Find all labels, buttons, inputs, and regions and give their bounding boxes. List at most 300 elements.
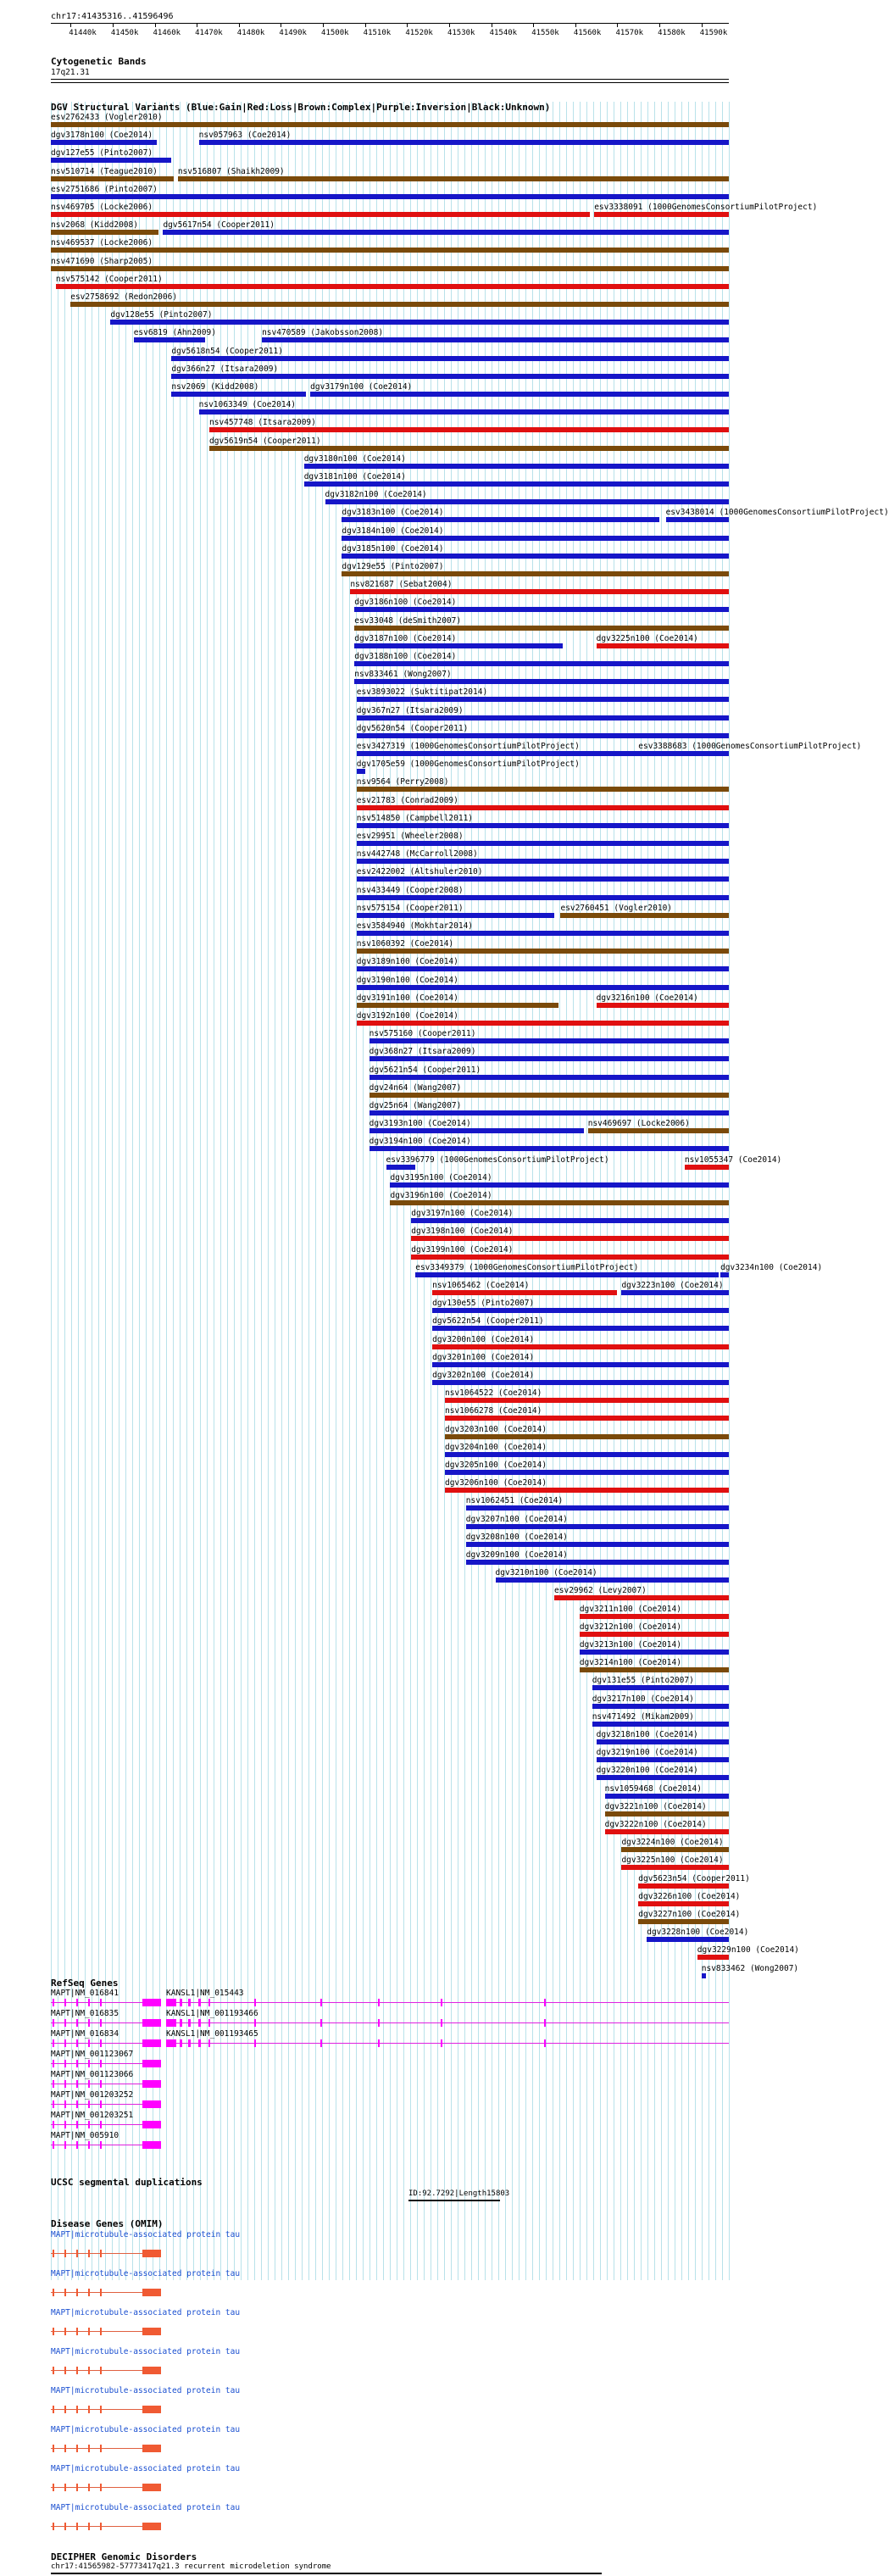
variant-bar[interactable]: [369, 1056, 729, 1061]
disease-gene-exon[interactable]: [64, 2445, 66, 2452]
gene-exon[interactable]: [320, 1999, 322, 2006]
variant-bar[interactable]: [51, 140, 157, 145]
variant-bar[interactable]: [597, 1739, 729, 1744]
variant-bar[interactable]: [605, 1811, 729, 1817]
gene-exon[interactable]: [100, 1999, 102, 2006]
variant-bar[interactable]: [390, 1182, 729, 1188]
disease-gene-exon[interactable]: [88, 2406, 90, 2413]
variant-bar[interactable]: [432, 1362, 729, 1367]
variant-bar[interactable]: [357, 931, 729, 936]
variant-label: dgv3234n100 (Coe2014): [720, 1262, 823, 1272]
gene-exon[interactable]: [100, 2039, 102, 2047]
disease-gene-exon[interactable]: [100, 2328, 102, 2335]
variant-bar[interactable]: [621, 1865, 729, 1870]
variant-bar[interactable]: [354, 661, 729, 666]
variant-bar[interactable]: [357, 1021, 729, 1026]
variant-bar[interactable]: [209, 427, 729, 432]
variant-label: esv3893022 (Suktitipat2014): [356, 687, 488, 698]
variant-bar[interactable]: [580, 1667, 729, 1672]
variant-label: dgv3221n100 (Coe2014): [604, 1801, 707, 1811]
variant-bar[interactable]: [171, 374, 729, 379]
disease-gene-exon[interactable]: [53, 2250, 54, 2257]
variant-bar[interactable]: [357, 985, 729, 990]
disease-gene-exon[interactable]: [88, 2484, 90, 2491]
variant-bar[interactable]: [647, 1937, 729, 1942]
variant-bar[interactable]: [357, 769, 365, 774]
variant-label: dgv3181n100 (Coe2014): [303, 472, 406, 481]
variant-bar[interactable]: [386, 1165, 416, 1170]
disease-gene-exon[interactable]: [88, 2328, 90, 2335]
variant-bar[interactable]: [369, 1110, 729, 1116]
gene-exon[interactable]: [378, 2019, 380, 2027]
disease-gene-exon[interactable]: [88, 2367, 90, 2374]
variant-label: dgv3191n100 (Coe2014): [356, 993, 458, 1003]
variant-bar[interactable]: [51, 122, 729, 127]
variant-label: dgv3224n100 (Coe2014): [621, 1838, 724, 1848]
decipher-bar[interactable]: [51, 2573, 602, 2574]
variant-bar[interactable]: [466, 1542, 729, 1547]
variant-bar[interactable]: [390, 1200, 729, 1205]
disease-gene-exon[interactable]: [64, 2406, 66, 2413]
disease-gene-exon[interactable]: [100, 2289, 102, 2296]
variant-label: nsv833462 (Wong2007): [701, 1963, 799, 1973]
variant-bar[interactable]: [466, 1505, 729, 1511]
gene-exon[interactable]: [188, 2019, 191, 2027]
disease-gene-exon[interactable]: [76, 2367, 78, 2374]
variant-bar[interactable]: [621, 1847, 729, 1852]
disease-gene-link[interactable]: MAPT|microtubule-associated protein tau: [51, 2503, 241, 2512]
variant-bar[interactable]: [432, 1380, 729, 1385]
gene-exon[interactable]: [142, 2141, 161, 2149]
variant-bar[interactable]: [369, 1093, 729, 1098]
variant-bar[interactable]: [357, 1003, 558, 1008]
variant-bar[interactable]: [580, 1650, 729, 1655]
gene-exon[interactable]: [53, 2039, 54, 2047]
gene-exon[interactable]: [142, 2080, 161, 2088]
variant-bar[interactable]: [350, 589, 729, 594]
variant-bar[interactable]: [432, 1344, 729, 1349]
gene-exon[interactable]: [198, 2019, 201, 2027]
gene-label: MAPT|NM_001123067: [51, 2050, 134, 2059]
variant-label: nsv514850 (Campbell2011): [356, 813, 474, 823]
gene-exon[interactable]: [64, 2100, 66, 2108]
disease-gene-exon[interactable]: [53, 2523, 54, 2530]
gene-exon[interactable]: [76, 2100, 78, 2108]
disease-gene-exon[interactable]: [76, 2289, 78, 2296]
variant-bar[interactable]: [310, 392, 729, 397]
gene-exon[interactable]: [76, 2141, 78, 2149]
variant-bar[interactable]: [134, 337, 205, 342]
variant-bar[interactable]: [354, 626, 729, 631]
gene-exon[interactable]: [88, 2141, 90, 2149]
variant-bar[interactable]: [357, 876, 729, 882]
variant-bar[interactable]: [304, 481, 729, 487]
gene-exon[interactable]: [188, 2039, 191, 2047]
disease-gene-exon[interactable]: [53, 2289, 54, 2296]
variant-bar[interactable]: [638, 1919, 729, 1924]
disease-gene-link[interactable]: MAPT|microtubule-associated protein tau: [51, 2308, 241, 2317]
gene-exon[interactable]: [76, 2080, 78, 2088]
variant-label: dgv3203n100 (Coe2014): [444, 1424, 547, 1434]
disease-gene-exon[interactable]: [100, 2445, 102, 2452]
variant-bar[interactable]: [445, 1434, 729, 1439]
variant-bar[interactable]: [199, 409, 729, 414]
variant-bar[interactable]: [597, 1003, 729, 1008]
variant-bar[interactable]: [163, 230, 729, 235]
variant-bar[interactable]: [357, 787, 729, 792]
disease-gene-exon[interactable]: [88, 2289, 90, 2296]
gene-exon[interactable]: [88, 2121, 90, 2128]
variant-label: dgv3188n100 (Coe2014): [354, 652, 457, 661]
gene-exon[interactable]: [180, 1999, 182, 2006]
disease-gene-exon[interactable]: [88, 2523, 90, 2530]
variant-bar[interactable]: [445, 1488, 729, 1493]
gene-exon[interactable]: [100, 2060, 102, 2067]
variant-bar[interactable]: [51, 212, 590, 217]
variant-bar[interactable]: [697, 1955, 729, 1960]
variant-label: dgv3197n100 (Coe2014): [411, 1209, 514, 1219]
gene-label: MAPT|NM_001203251: [51, 2111, 134, 2120]
gene-exon[interactable]: [100, 2141, 102, 2149]
variant-bar[interactable]: [445, 1452, 729, 1457]
gene-exon[interactable]: [64, 2080, 66, 2088]
gene-exon[interactable]: [208, 2039, 210, 2047]
disease-gene-exon[interactable]: [76, 2406, 78, 2413]
variant-bar[interactable]: [357, 841, 729, 846]
gene-exon[interactable]: [88, 2100, 90, 2108]
variant-bar[interactable]: [702, 1973, 706, 1978]
variant-bar[interactable]: [342, 554, 729, 559]
gene-exon[interactable]: [76, 1999, 78, 2006]
gene-exon[interactable]: [64, 2060, 66, 2067]
disease-gene-link[interactable]: MAPT|microtubule-associated protein tau: [51, 2347, 241, 2356]
gene-exon[interactable]: [76, 2039, 78, 2047]
variant-bar[interactable]: [262, 337, 729, 342]
gene-exon[interactable]: [53, 2019, 54, 2027]
gene-exon[interactable]: [142, 1999, 161, 2006]
gene-exon[interactable]: [53, 2100, 54, 2108]
variant-bar[interactable]: [369, 1075, 729, 1080]
gene-exon[interactable]: [254, 2039, 256, 2047]
gene-exon[interactable]: [88, 2019, 90, 2027]
gene-exon[interactable]: [88, 2080, 90, 2088]
gene-exon[interactable]: [64, 2121, 66, 2128]
gene-exon[interactable]: [76, 2121, 78, 2128]
variant-label: esv6819 (Ahn2009): [133, 328, 216, 338]
disease-gene-exon[interactable]: [100, 2250, 102, 2257]
variant-label: dgv3216n100 (Coe2014): [596, 993, 698, 1003]
variant-bar[interactable]: [597, 1757, 729, 1762]
variant-bar[interactable]: [580, 1632, 729, 1637]
variant-bar[interactable]: [357, 715, 729, 721]
segdup-bar[interactable]: [408, 2200, 500, 2201]
variant-bar[interactable]: [357, 697, 729, 702]
gene-exon[interactable]: [441, 1999, 442, 2006]
variant-bar[interactable]: [432, 1308, 729, 1313]
variant-bar[interactable]: [369, 1128, 584, 1133]
disease-gene-link[interactable]: MAPT|microtubule-associated protein tau: [51, 2464, 241, 2473]
variant-bar[interactable]: [354, 643, 563, 648]
variant-bar[interactable]: [466, 1524, 729, 1529]
variant-bar[interactable]: [357, 733, 729, 738]
variant-bar[interactable]: [605, 1829, 729, 1834]
disease-gene-exon[interactable]: [142, 2328, 161, 2335]
variant-bar[interactable]: [369, 1038, 729, 1043]
gene-exon[interactable]: [88, 1999, 90, 2006]
variant-bar[interactable]: [415, 1272, 718, 1277]
variant-bar[interactable]: [51, 158, 171, 163]
disease-gene-exon[interactable]: [88, 2445, 90, 2452]
variant-bar[interactable]: [110, 320, 729, 325]
gene-exon[interactable]: [198, 2039, 201, 2047]
variant-bar[interactable]: [51, 248, 729, 253]
variant-bar[interactable]: [354, 607, 729, 612]
disease-gene-exon[interactable]: [142, 2289, 161, 2296]
variant-label: nsv471690 (Sharp2005): [51, 256, 153, 266]
variant-bar[interactable]: [357, 751, 729, 756]
variant-label: dgv3183n100 (Coe2014): [342, 508, 444, 518]
variant-label: dgv128e55 (Pinto2007): [110, 310, 213, 320]
gene-exon[interactable]: [441, 2039, 442, 2047]
disease-gene-exon[interactable]: [142, 2367, 161, 2374]
disease-gene-exon[interactable]: [76, 2328, 78, 2335]
disease-gene-exon[interactable]: [142, 2484, 161, 2491]
disease-gene-exon[interactable]: [53, 2406, 54, 2413]
variant-bar[interactable]: [342, 571, 729, 576]
gene-exon[interactable]: [64, 2141, 66, 2149]
variant-label: nsv516807 (Shaikh2009): [177, 166, 285, 176]
disease-gene-exon[interactable]: [64, 2367, 66, 2374]
disease-gene-exon[interactable]: [142, 2523, 161, 2530]
disease-gene-exon[interactable]: [64, 2484, 66, 2491]
variant-bar[interactable]: [209, 446, 729, 451]
gene-exon[interactable]: [188, 1999, 191, 2006]
gene-exon[interactable]: [88, 2060, 90, 2067]
gene-exon[interactable]: [100, 2121, 102, 2128]
variant-bar[interactable]: [445, 1470, 729, 1475]
disease-gene-exon[interactable]: [64, 2289, 66, 2296]
gene-exon[interactable]: [320, 2019, 322, 2027]
variant-bar[interactable]: [597, 643, 729, 648]
gene-exon[interactable]: [208, 2019, 210, 2027]
disease-gene-exon[interactable]: [53, 2484, 54, 2491]
variant-bar[interactable]: [554, 1595, 729, 1600]
disease-gene-exon[interactable]: [100, 2484, 102, 2491]
variant-bar[interactable]: [357, 949, 729, 954]
variant-bar[interactable]: [592, 1685, 729, 1690]
gene-exon[interactable]: [441, 2019, 442, 2027]
gene-exon[interactable]: [180, 2039, 182, 2047]
gene-exon[interactable]: [254, 2019, 256, 2027]
gene-exon[interactable]: [142, 2100, 161, 2108]
variant-bar[interactable]: [605, 1794, 729, 1799]
gene-exon[interactable]: [544, 1999, 546, 2006]
gene-exon[interactable]: [166, 2019, 176, 2027]
variant-bar[interactable]: [51, 266, 729, 271]
gene-exon[interactable]: [180, 2019, 182, 2027]
gene-exon[interactable]: [166, 1999, 176, 2006]
gene-exon[interactable]: [544, 2019, 546, 2027]
variant-bar[interactable]: [432, 1326, 729, 1331]
gene-exon[interactable]: [100, 2100, 102, 2108]
variant-bar[interactable]: [411, 1218, 729, 1223]
variant-bar[interactable]: [171, 356, 729, 361]
variant-bar[interactable]: [597, 1775, 729, 1780]
variant-bar[interactable]: [70, 302, 729, 307]
variant-label: nsv510714 (Teague2010): [51, 166, 158, 176]
gene-exon[interactable]: [378, 2039, 380, 2047]
variant-bar[interactable]: [638, 751, 647, 756]
disease-gene-exon[interactable]: [76, 2523, 78, 2530]
gene-exon[interactable]: [64, 2019, 66, 2027]
gene-exon[interactable]: [142, 2121, 161, 2128]
variant-label: dgv3202n100 (Coe2014): [432, 1371, 535, 1380]
gene-label: MAPT|NM_001203252: [51, 2090, 134, 2100]
disease-gene-exon[interactable]: [76, 2484, 78, 2491]
variant-bar[interactable]: [171, 392, 306, 397]
gene-exon[interactable]: [378, 1999, 380, 2006]
disease-gene-exon[interactable]: [142, 2250, 161, 2257]
disease-gene-exon[interactable]: [53, 2367, 54, 2374]
disease-gene-link[interactable]: MAPT|microtubule-associated protein tau: [51, 2269, 241, 2278]
variant-label: dgv3178n100 (Coe2014): [51, 131, 153, 141]
gene-exon[interactable]: [142, 2019, 161, 2027]
disease-gene-exon[interactable]: [100, 2367, 102, 2374]
gene-exon[interactable]: [100, 2019, 102, 2027]
variant-bar[interactable]: [357, 859, 729, 864]
ruler-tick-label: 41470k: [195, 29, 223, 37]
variant-label: dgv3219n100 (Coe2014): [596, 1748, 698, 1758]
gene-exon[interactable]: [142, 2060, 161, 2067]
variant-bar[interactable]: [592, 1704, 729, 1709]
variant-label: nsv1059468 (Coe2014): [604, 1783, 702, 1794]
gene-exon[interactable]: [254, 1999, 256, 2006]
gene-exon[interactable]: [64, 2039, 66, 2047]
disease-gene-link[interactable]: MAPT|microtubule-associated protein tau: [51, 2425, 241, 2434]
variant-bar[interactable]: [369, 1146, 729, 1151]
gene-exon[interactable]: [76, 2019, 78, 2027]
variant-bar[interactable]: [592, 1722, 729, 1727]
disease-gene-link[interactable]: MAPT|microtubule-associated protein tau: [51, 2230, 241, 2239]
variant-bar[interactable]: [638, 1901, 729, 1906]
variant-bar[interactable]: [325, 499, 729, 504]
gene-exon[interactable]: [100, 2080, 102, 2088]
variant-bar[interactable]: [357, 966, 729, 971]
variant-bar[interactable]: [199, 140, 729, 145]
variant-label: dgv5622n54 (Cooper2011): [432, 1316, 544, 1327]
variant-bar[interactable]: [411, 1255, 729, 1260]
disease-gene-exon[interactable]: [53, 2445, 54, 2452]
variant-label: dgv3205n100 (Coe2014): [444, 1460, 547, 1470]
variant-label: dgv3229n100 (Coe2014): [697, 1945, 799, 1956]
variant-label: esv2422002 (Altshuler2010): [356, 867, 483, 877]
variant-bar[interactable]: [354, 679, 729, 684]
disease-gene-link[interactable]: MAPT|microtubule-associated protein tau: [51, 2386, 241, 2395]
variant-bar[interactable]: [445, 1416, 729, 1421]
variant-label: dgv3213n100 (Coe2014): [579, 1640, 681, 1650]
variant-label: nsv2069 (Kidd2008): [171, 382, 259, 392]
variant-bar[interactable]: [588, 1128, 729, 1133]
variant-label: dgv5619n54 (Cooper2011): [209, 436, 321, 446]
variant-bar[interactable]: [357, 805, 729, 810]
variant-bar[interactable]: [560, 913, 729, 918]
gene-exon[interactable]: [53, 2141, 54, 2149]
gene-label: MAPT|NM_016834: [51, 2029, 119, 2039]
variant-bar[interactable]: [432, 1290, 617, 1295]
gene-exon[interactable]: [53, 2060, 54, 2067]
disease-gene-exon[interactable]: [53, 2328, 54, 2335]
variant-label: dgv3180n100 (Coe2014): [303, 453, 406, 464]
variant-bar[interactable]: [638, 1883, 729, 1889]
variant-label: nsv1063349 (Coe2014): [198, 400, 297, 410]
gene-exon[interactable]: [53, 2121, 54, 2128]
disease-gene-exon[interactable]: [76, 2250, 78, 2257]
gene-exon[interactable]: [320, 2039, 322, 2047]
disease-gene-exon[interactable]: [64, 2250, 66, 2257]
disease-gene-exon[interactable]: [100, 2406, 102, 2413]
variant-label: dgv3185n100 (Coe2014): [342, 543, 444, 554]
variant-bar[interactable]: [445, 1398, 729, 1403]
disease-gene-exon[interactable]: [142, 2406, 161, 2413]
variant-bar[interactable]: [580, 1614, 729, 1619]
variant-label: nsv457748 (Itsara2009): [209, 418, 316, 428]
gene-exon[interactable]: [544, 2039, 546, 2047]
variant-bar[interactable]: [720, 1272, 729, 1277]
variant-bar[interactable]: [51, 176, 174, 181]
variant-bar[interactable]: [621, 1290, 729, 1295]
gene-exon[interactable]: [208, 1999, 210, 2006]
variant-bar[interactable]: [466, 1560, 729, 1565]
variant-bar[interactable]: [666, 517, 729, 522]
variant-label: esv33048 (deSmith2007): [354, 615, 462, 626]
gene-exon[interactable]: [198, 1999, 201, 2006]
variant-bar[interactable]: [342, 536, 729, 541]
disease-gene-exon[interactable]: [64, 2523, 66, 2530]
variant-bar[interactable]: [594, 212, 729, 217]
variant-label: dgv3212n100 (Coe2014): [579, 1622, 681, 1632]
disease-gene-exon[interactable]: [88, 2250, 90, 2257]
gene-label: MAPT|NM_005910: [51, 2131, 119, 2140]
variant-bar[interactable]: [51, 230, 158, 235]
variant-bar[interactable]: [357, 823, 729, 828]
gene-exon[interactable]: [88, 2039, 90, 2047]
variant-bar[interactable]: [178, 176, 729, 181]
gene-exon[interactable]: [166, 2039, 176, 2047]
variant-bar[interactable]: [357, 913, 554, 918]
variant-bar[interactable]: [304, 464, 729, 469]
variant-bar[interactable]: [411, 1236, 729, 1241]
variant-bar[interactable]: [685, 1165, 729, 1170]
gene-exon[interactable]: [76, 2060, 78, 2067]
variant-label: nsv057963 (Coe2014): [198, 131, 292, 141]
variant-bar[interactable]: [496, 1577, 729, 1583]
variant-bar[interactable]: [51, 194, 729, 199]
variant-bar[interactable]: [357, 895, 729, 900]
disease-gene-exon[interactable]: [100, 2523, 102, 2530]
gene-exon[interactable]: [53, 2080, 54, 2088]
variant-label: esv3396779 (1000GenomesConsortiumPilotProject): [386, 1154, 609, 1165]
disease-gene-exon[interactable]: [76, 2445, 78, 2452]
gene-exon[interactable]: [142, 2039, 161, 2047]
refseq-section-title: RefSeq Genes: [51, 1978, 119, 1989]
variant-bar[interactable]: [56, 284, 729, 289]
gene-exon[interactable]: [53, 1999, 54, 2006]
disease-gene-exon[interactable]: [142, 2445, 161, 2452]
gene-exon[interactable]: [64, 1999, 66, 2006]
variant-bar[interactable]: [342, 517, 659, 522]
disease-gene-exon[interactable]: [64, 2328, 66, 2335]
variant-label: dgv367n27 (Itsara2009): [356, 705, 464, 715]
